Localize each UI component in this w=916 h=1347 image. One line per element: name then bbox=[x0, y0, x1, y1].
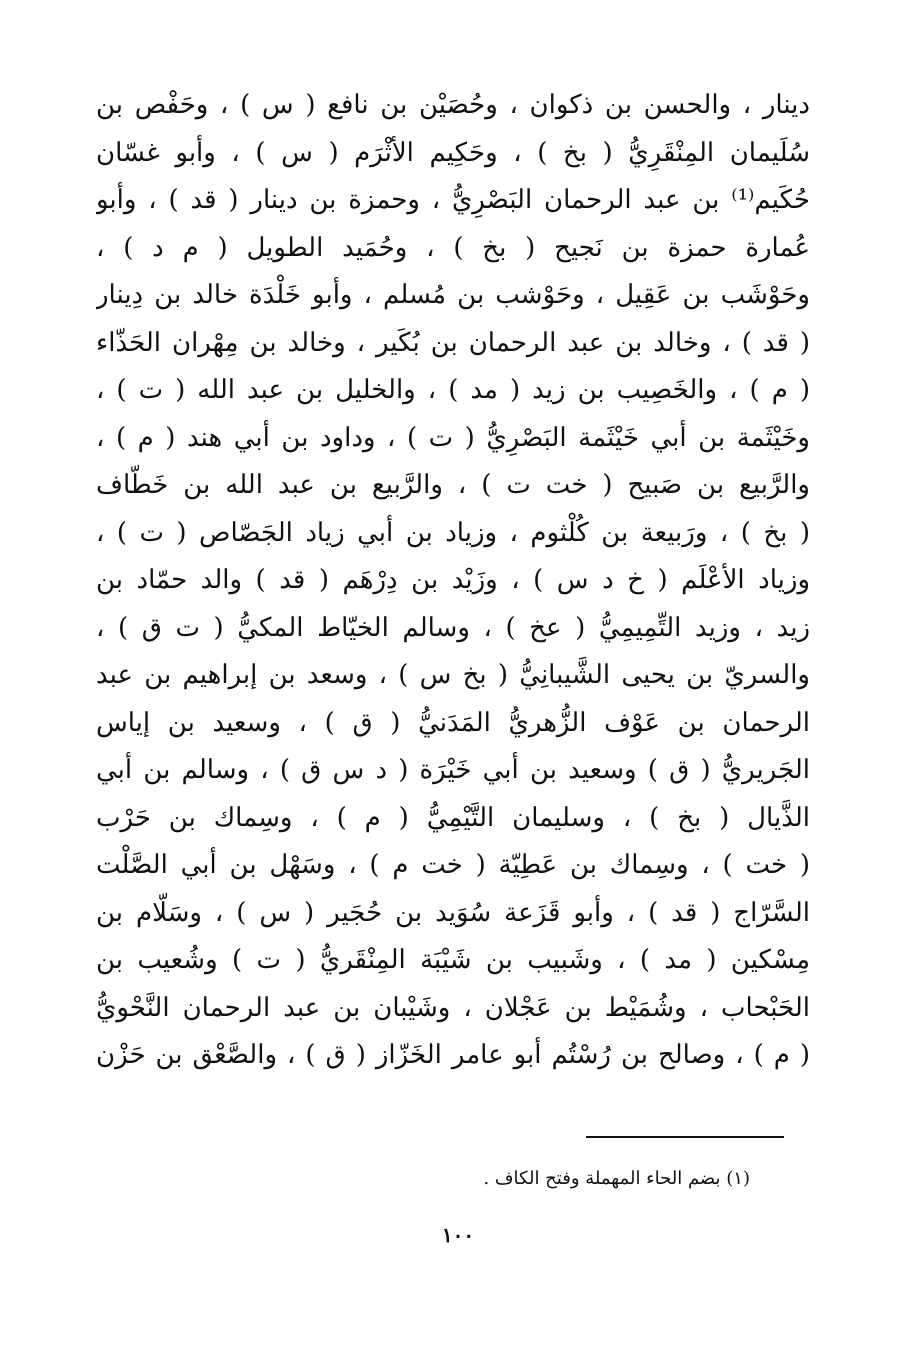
text-line-10: ( بخ ) ، ورَبيعة بن كُلْثوم ، وزياد بن أبي زياد الجَصّاص ( ت ) ، bbox=[96, 517, 810, 548]
text-line-3: حُكَيم⁽¹⁾ بن عبد الرحمان البَصْرِيُّ ، وحمزة بن دينار ( قد ) ، وأبو bbox=[96, 185, 810, 215]
text-line-14: الرحمان بن عَوْف الزُّهريُّ المَدَنيُّ ( ق ) ، وسعيد بن إياس bbox=[96, 707, 810, 738]
footnote: (١) بضم الحاء المهملة وفتح الكاف . bbox=[483, 1168, 750, 1189]
text-line-5: وحَوْشَب بن عَقِيل ، وحَوْشب بن مُسلم ، وأبو خَلْدَة خالد بن دِينار bbox=[96, 280, 810, 310]
text-line-15: الجَريريُّ ( ق ) وسعيد بن أبي خَيْرَة ( د س ق ) ، وسالم بن أبي bbox=[96, 755, 810, 785]
main-text-block bbox=[96, 82, 810, 1080]
text-line-16: الذَّيال ( بخ ) ، وسليمان التَّيْمِيُّ ( م ) ، وسِماك بن حَرْب bbox=[96, 802, 810, 833]
text-line-11: وزياد الأعْلَم ( خ د س ) ، وزَيْد بن دِرْهَم ( قد ) والد حمّاد بن bbox=[96, 565, 810, 595]
text-line-2: سُلَيمان المِنْقَرِيُّ ( بخ ) ، وحَكِيم الأثْرَم ( س ) ، وأبو غسّان bbox=[96, 137, 810, 168]
text-line-4: عُمارة حمزة بن نَجيح ( بخ ) ، وحُمَيد الطويل ( م د ) ، bbox=[96, 232, 810, 263]
text-line-12: زيد ، وزيد التِّمِيمِيُّ ( عخ ) ، وسالم الخيّاط المكيُّ ( ت ق ) ، bbox=[96, 612, 810, 643]
text-line-9: والرَّبيع بن صَبيح ( خت ت ) ، والرَّبيع بن عبد الله بن خَطّاف bbox=[96, 470, 810, 500]
footnote-separator bbox=[586, 1136, 784, 1138]
text-line-21: ( م ) ، وصالح بن رُسْتُم أبو عامر الخَزّاز ( ق ) ، والصَّعْق بن حَزْن bbox=[96, 1040, 810, 1070]
text-line-17: ( خت ) ، وسِماك بن عَطِيّة ( خت م ) ، وسَهْل بن أبي الصَّلْت bbox=[96, 850, 810, 880]
text-line-8: وخَيْثَمة بن أبي خَيْثَمة البَصْرِيُّ ( ت ) ، وداود بن أبي هند ( م ) ، bbox=[96, 422, 810, 453]
text-line-6: ( قد ) ، وخالد بن عبد الرحمان بن بُكَير ، وخالد بن مِهْران الحَذّاء bbox=[96, 327, 810, 358]
text-line-7: ( م ) ، والخَصِيب بن زيد ( مد ) ، والخليل بن عبد الله ( ت ) ، bbox=[96, 375, 810, 405]
text-line-18: السَّرّاج ( قد ) ، وأبو قَزَعة سُوَيد بن حُجَير ( س ) ، وسَلّام بن bbox=[96, 897, 810, 928]
text-line-13: والسريّ بن يحيى الشَّيبانِيُّ ( بخ س ) ، وسعد بن إبراهيم بن عبد bbox=[96, 660, 810, 690]
text-line-20: الحَبْحاب ، وشُمَيْط بن عَجْلان ، وشَيْبان بن عبد الرحمان النَّحْويُّ bbox=[96, 992, 810, 1023]
text-line-1: دينار ، والحسن بن ذكوان ، وحُصَيْن بن نافع ( س ) ، وحَفْص بن bbox=[96, 90, 810, 120]
text-line-19: مِسْكين ( مد ) ، وشَبيب بن شَيْبَة المِنْقَريُّ ( ت ) وشُعيب بن bbox=[96, 945, 810, 975]
page-number: ١٠٠ bbox=[441, 1223, 475, 1247]
